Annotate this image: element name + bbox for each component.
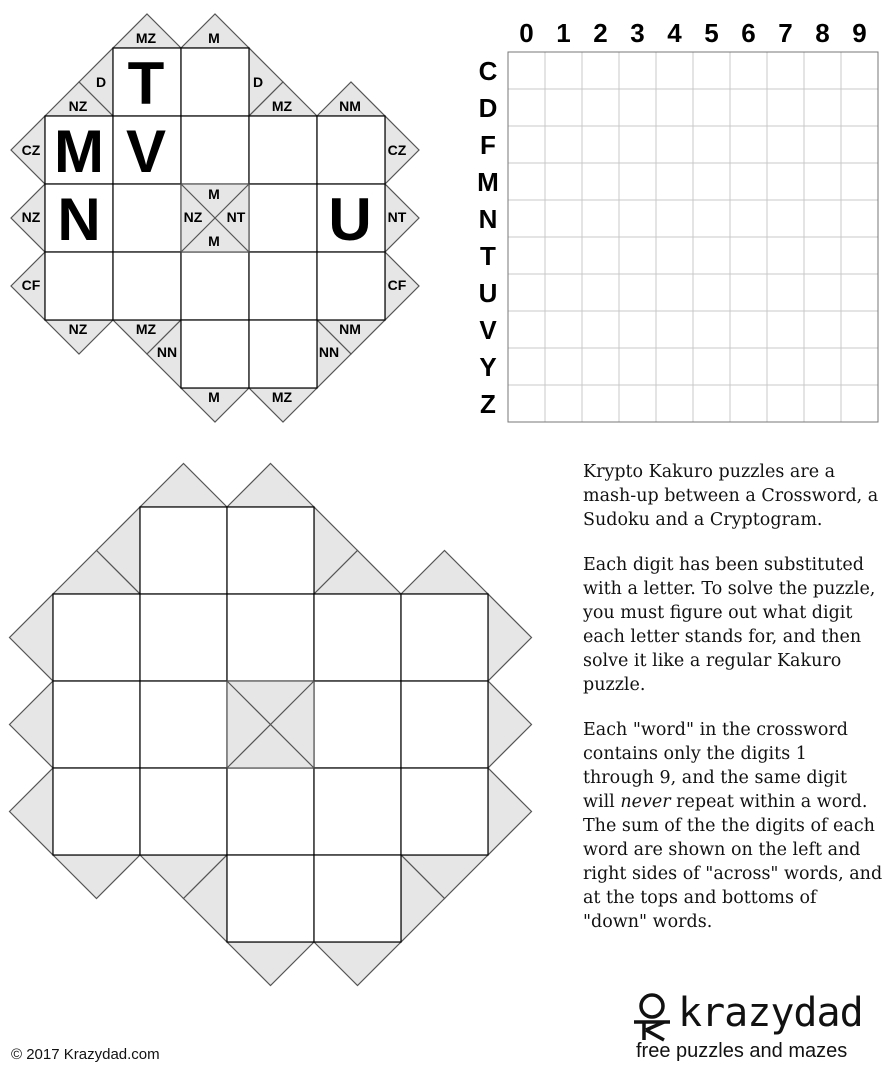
clue-nm-upper: NM bbox=[339, 98, 361, 114]
clue-mz-upper: MZ bbox=[271, 98, 293, 114]
blank-clue-shape-10 bbox=[488, 681, 532, 768]
decoder-digit-6: 6 bbox=[741, 18, 756, 48]
clue-cf-right: CF bbox=[387, 277, 407, 293]
blank-puzzle bbox=[0, 455, 540, 995]
copyright: © 2017 Krazydad.com bbox=[11, 1046, 160, 1063]
clue-nn-lower-right: NN bbox=[318, 344, 340, 360]
decoder-digit-2: 2 bbox=[593, 18, 608, 48]
blank-cell-15 bbox=[401, 768, 488, 855]
clue-nt-right: NT bbox=[387, 209, 407, 225]
given-letter-u: U bbox=[328, 186, 372, 253]
given-letter-v: V bbox=[125, 118, 167, 185]
blank-cell-8 bbox=[140, 681, 227, 768]
top-cell-12 bbox=[113, 252, 181, 320]
decoder-letter-V: V bbox=[479, 315, 497, 345]
blank-cell-10 bbox=[401, 681, 488, 768]
blank-clue-shape-13 bbox=[53, 855, 140, 899]
decoder-digit-9: 9 bbox=[852, 18, 867, 48]
instructions-paragraph-3 bbox=[583, 718, 883, 934]
decoder-letter-Y: Y bbox=[479, 352, 497, 382]
decoder-digit-8: 8 bbox=[815, 18, 830, 48]
decoder-letter-Z: Z bbox=[480, 389, 496, 419]
decoder-digit-0: 0 bbox=[519, 18, 534, 48]
clue-bottom-m: M bbox=[208, 389, 220, 405]
decoder-digit-1: 1 bbox=[556, 18, 571, 48]
top-cell-9 bbox=[249, 184, 317, 252]
blank-clue-shape-12 bbox=[488, 768, 532, 855]
blank-cell-16 bbox=[227, 855, 314, 942]
top-cell-17 bbox=[249, 320, 317, 388]
clue-d-right: D bbox=[252, 74, 264, 90]
blank-cell-6 bbox=[401, 594, 488, 681]
blank-clue-shape-9 bbox=[10, 681, 54, 768]
krazydad-logo[interactable] bbox=[632, 990, 882, 1064]
top-cell-5 bbox=[249, 116, 317, 184]
given-letter-n: N bbox=[57, 186, 101, 253]
clue-mz-lower: MZ bbox=[135, 321, 157, 337]
blank-cell-12 bbox=[140, 768, 227, 855]
instructions-p3-part2: repeat within a word. The sum of the the digits of each word are shown on the left and right sides of "across" words, and at the tops and bottoms of "down" words. bbox=[583, 792, 883, 932]
decoder-grid bbox=[470, 0, 880, 440]
blank-cell-17 bbox=[314, 855, 401, 942]
blank-cell-11 bbox=[53, 768, 140, 855]
clue-center-top: M bbox=[208, 186, 220, 202]
instructions-paragraph-2: Each digit has been substituted with a letter. To solve the puzzle, you must figure out what digit each letter stands for, and then solve it like a regular Kakuro puzzle. bbox=[583, 555, 876, 695]
top-cell-15 bbox=[317, 252, 385, 320]
top-cell-1 bbox=[181, 48, 249, 116]
top-cell-6 bbox=[317, 116, 385, 184]
blank-clue-shape-0 bbox=[140, 464, 227, 508]
clue-top-m: M bbox=[208, 30, 220, 46]
clue-cz-right: CZ bbox=[387, 142, 407, 158]
clue-center-bottom: M bbox=[208, 233, 220, 249]
clue-center-left: NZ bbox=[183, 209, 203, 225]
blank-clue-shape-7 bbox=[401, 551, 488, 595]
logo-tagline: free puzzles and mazes bbox=[636, 1040, 848, 1062]
decoder-digit-7: 7 bbox=[778, 18, 793, 48]
decoder-letter-U: U bbox=[478, 278, 498, 308]
blank-cell-1 bbox=[227, 507, 314, 594]
blank-clue-shape-8 bbox=[488, 594, 532, 681]
blank-cell-2 bbox=[53, 594, 140, 681]
clue-cz-left: CZ bbox=[21, 142, 41, 158]
top-cell-16 bbox=[181, 320, 249, 388]
blank-cell-3 bbox=[140, 594, 227, 681]
instructions-p3-part1: Each "word" in the crossword contains only the digits 1 through 9, and the same digit will bbox=[583, 720, 848, 812]
blank-cell-0 bbox=[140, 507, 227, 594]
blank-cell-13 bbox=[227, 768, 314, 855]
decoder-letter-N: N bbox=[478, 204, 498, 234]
stick-figure-icon bbox=[634, 994, 674, 1044]
instructions-text bbox=[583, 460, 883, 955]
decoder-digit-5: 5 bbox=[704, 18, 719, 48]
clue-d-left: D bbox=[95, 74, 107, 90]
top-cell-11 bbox=[45, 252, 113, 320]
logo-wordmark: krazydad bbox=[678, 990, 863, 1036]
top-cell-8 bbox=[113, 184, 181, 252]
instructions-p3-emphasis: never bbox=[620, 792, 671, 812]
top-cell-4 bbox=[181, 116, 249, 184]
instructions-paragraph-1: Krypto Kakuro puzzles are a mash-up between a Crossword, a Sudoku and a Cryptogram. bbox=[583, 462, 879, 530]
decoder-letter-T: T bbox=[480, 241, 496, 271]
clue-nn-lower-left: NN bbox=[156, 344, 178, 360]
decoder-letter-M: M bbox=[477, 167, 499, 197]
clue-top-mz: MZ bbox=[135, 30, 157, 46]
blank-cell-14 bbox=[314, 768, 401, 855]
given-letter-m: M bbox=[54, 118, 104, 185]
decoder-letter-F: F bbox=[480, 130, 496, 160]
blank-clue-shape-11 bbox=[10, 768, 54, 855]
blank-cell-7 bbox=[53, 681, 140, 768]
blank-clue-shape-4 bbox=[10, 594, 54, 681]
clue-nz-upper: NZ bbox=[68, 98, 88, 114]
clue-cf-left: CF bbox=[21, 277, 41, 293]
blank-cell-5 bbox=[314, 594, 401, 681]
top-cell-14 bbox=[249, 252, 317, 320]
clue-center-right: NT bbox=[226, 209, 246, 225]
blank-clue-shape-18 bbox=[227, 942, 314, 986]
blank-clue-shape-1 bbox=[227, 464, 314, 508]
clue-nz-left: NZ bbox=[21, 209, 41, 225]
given-letter-t: T bbox=[127, 50, 165, 117]
decoder-letter-C: C bbox=[478, 56, 498, 86]
decoder-letter-D: D bbox=[478, 93, 498, 123]
blank-cell-4 bbox=[227, 594, 314, 681]
top-cell-13 bbox=[181, 252, 249, 320]
clue-bottom-mz: MZ bbox=[271, 389, 293, 405]
blank-cell-9 bbox=[314, 681, 401, 768]
example-puzzle bbox=[0, 0, 410, 430]
decoder-digit-4: 4 bbox=[667, 18, 682, 48]
clue-nm-lower: NM bbox=[339, 321, 361, 337]
blank-clue-shape-19 bbox=[314, 942, 401, 986]
clue-nz-lower: NZ bbox=[68, 321, 88, 337]
decoder-digit-3: 3 bbox=[630, 18, 645, 48]
